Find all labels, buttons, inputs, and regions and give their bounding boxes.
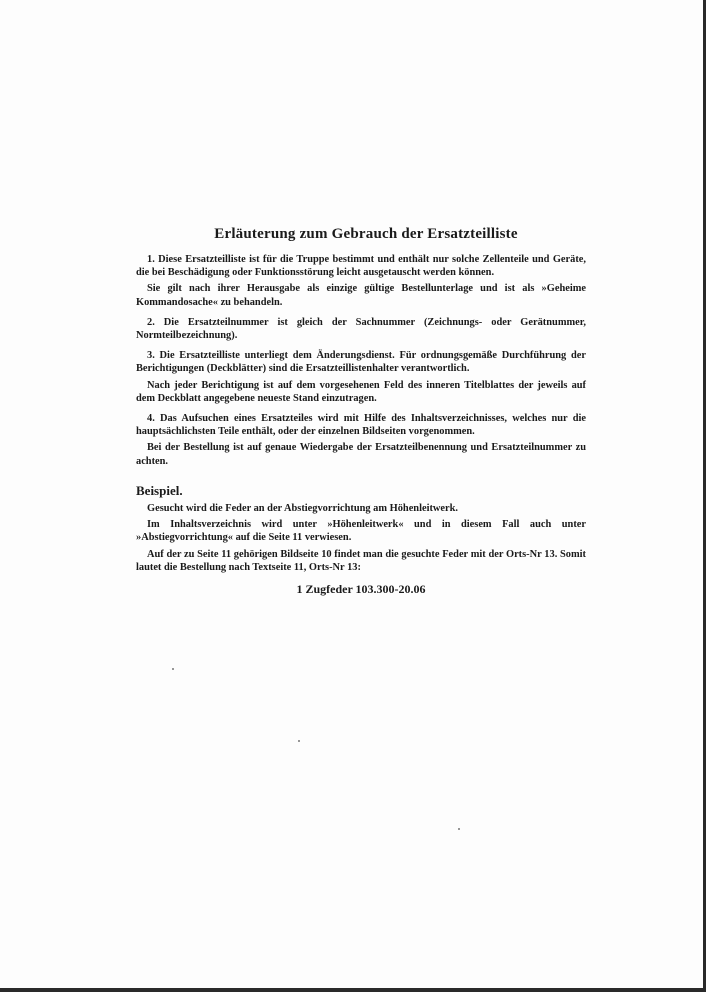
paragraph-1b: Sie gilt nach ihrer Herausgabe als einzige gültige Bestellunterlage und ist als »Geheime Kommandosache« zu behandeln.	[136, 283, 586, 308]
paragraph-3: 3. Die Ersatzteilliste unterliegt dem Änderungsdienst. Für ordnungsgemäße Durchführung der Berichtigungen (Deckblätter) sind die Ersatzteillistenhalter verantwortlich.	[136, 350, 586, 375]
paragraph-1: 1. Diese Ersatzteilliste ist für die Truppe bestimmt und enthält nur solche Zellenteile und Geräte, die bei Beschädigung oder Funktionsstörung leicht ausgetauscht werden können.	[136, 254, 586, 279]
document-body	[136, 226, 586, 596]
order-line: 1 Zugfeder 103.300-20.06	[296, 582, 426, 597]
paragraph-3b: Nach jeder Berichtigung ist auf dem vorgesehenen Feld des inneren Titelblattes der jeweils auf dem Deckblatt angegebene neueste Stand einzutragen.	[136, 379, 586, 404]
scan-speck	[458, 828, 460, 830]
example-line-3: Auf der zu Seite 11 gehörigen Bildseite 10 findet man die gesuchte Feder mit der Orts-Nr 13. Somit lautet die Bestellung nach Textseite 11, Orts-Nr 13:	[136, 548, 586, 573]
scan-speck	[172, 668, 174, 670]
paragraph-4: 4. Das Aufsuchen eines Ersatzteiles wird mit Hilfe des Inhaltsverzeichnisses, welches nur die hauptsächlichsten Teile enthält, oder der einzelnen Bildseiten vorgenommen.	[136, 413, 586, 438]
scan-speck	[298, 740, 300, 742]
example-line-1: Gesucht wird die Feder an der Abstiegvorrichtung am Höhenleitwerk.	[147, 503, 459, 515]
example-line-2: Im Inhaltsverzeichnis wird unter »Höhenleitwerk« und in diesem Fall auch unter »Abstiegvorrichtung« auf die Seite 11 verwiesen.	[136, 519, 586, 544]
example-heading: Beispiel.	[136, 482, 183, 498]
paragraph-2: 2. Die Ersatzteilnummer ist gleich der Sachnummer (Zeichnungs- oder Gerätnummer, Normteilbezeichnung).	[136, 316, 586, 342]
document-title: Erläuterung zum Gebrauch der Ersatzteilliste	[214, 226, 518, 242]
paragraph-4b: Bei der Bestellung ist auf genaue Wiedergabe der Ersatzteilbenennung und Ersatzteilnummer zu achten.	[136, 442, 586, 467]
